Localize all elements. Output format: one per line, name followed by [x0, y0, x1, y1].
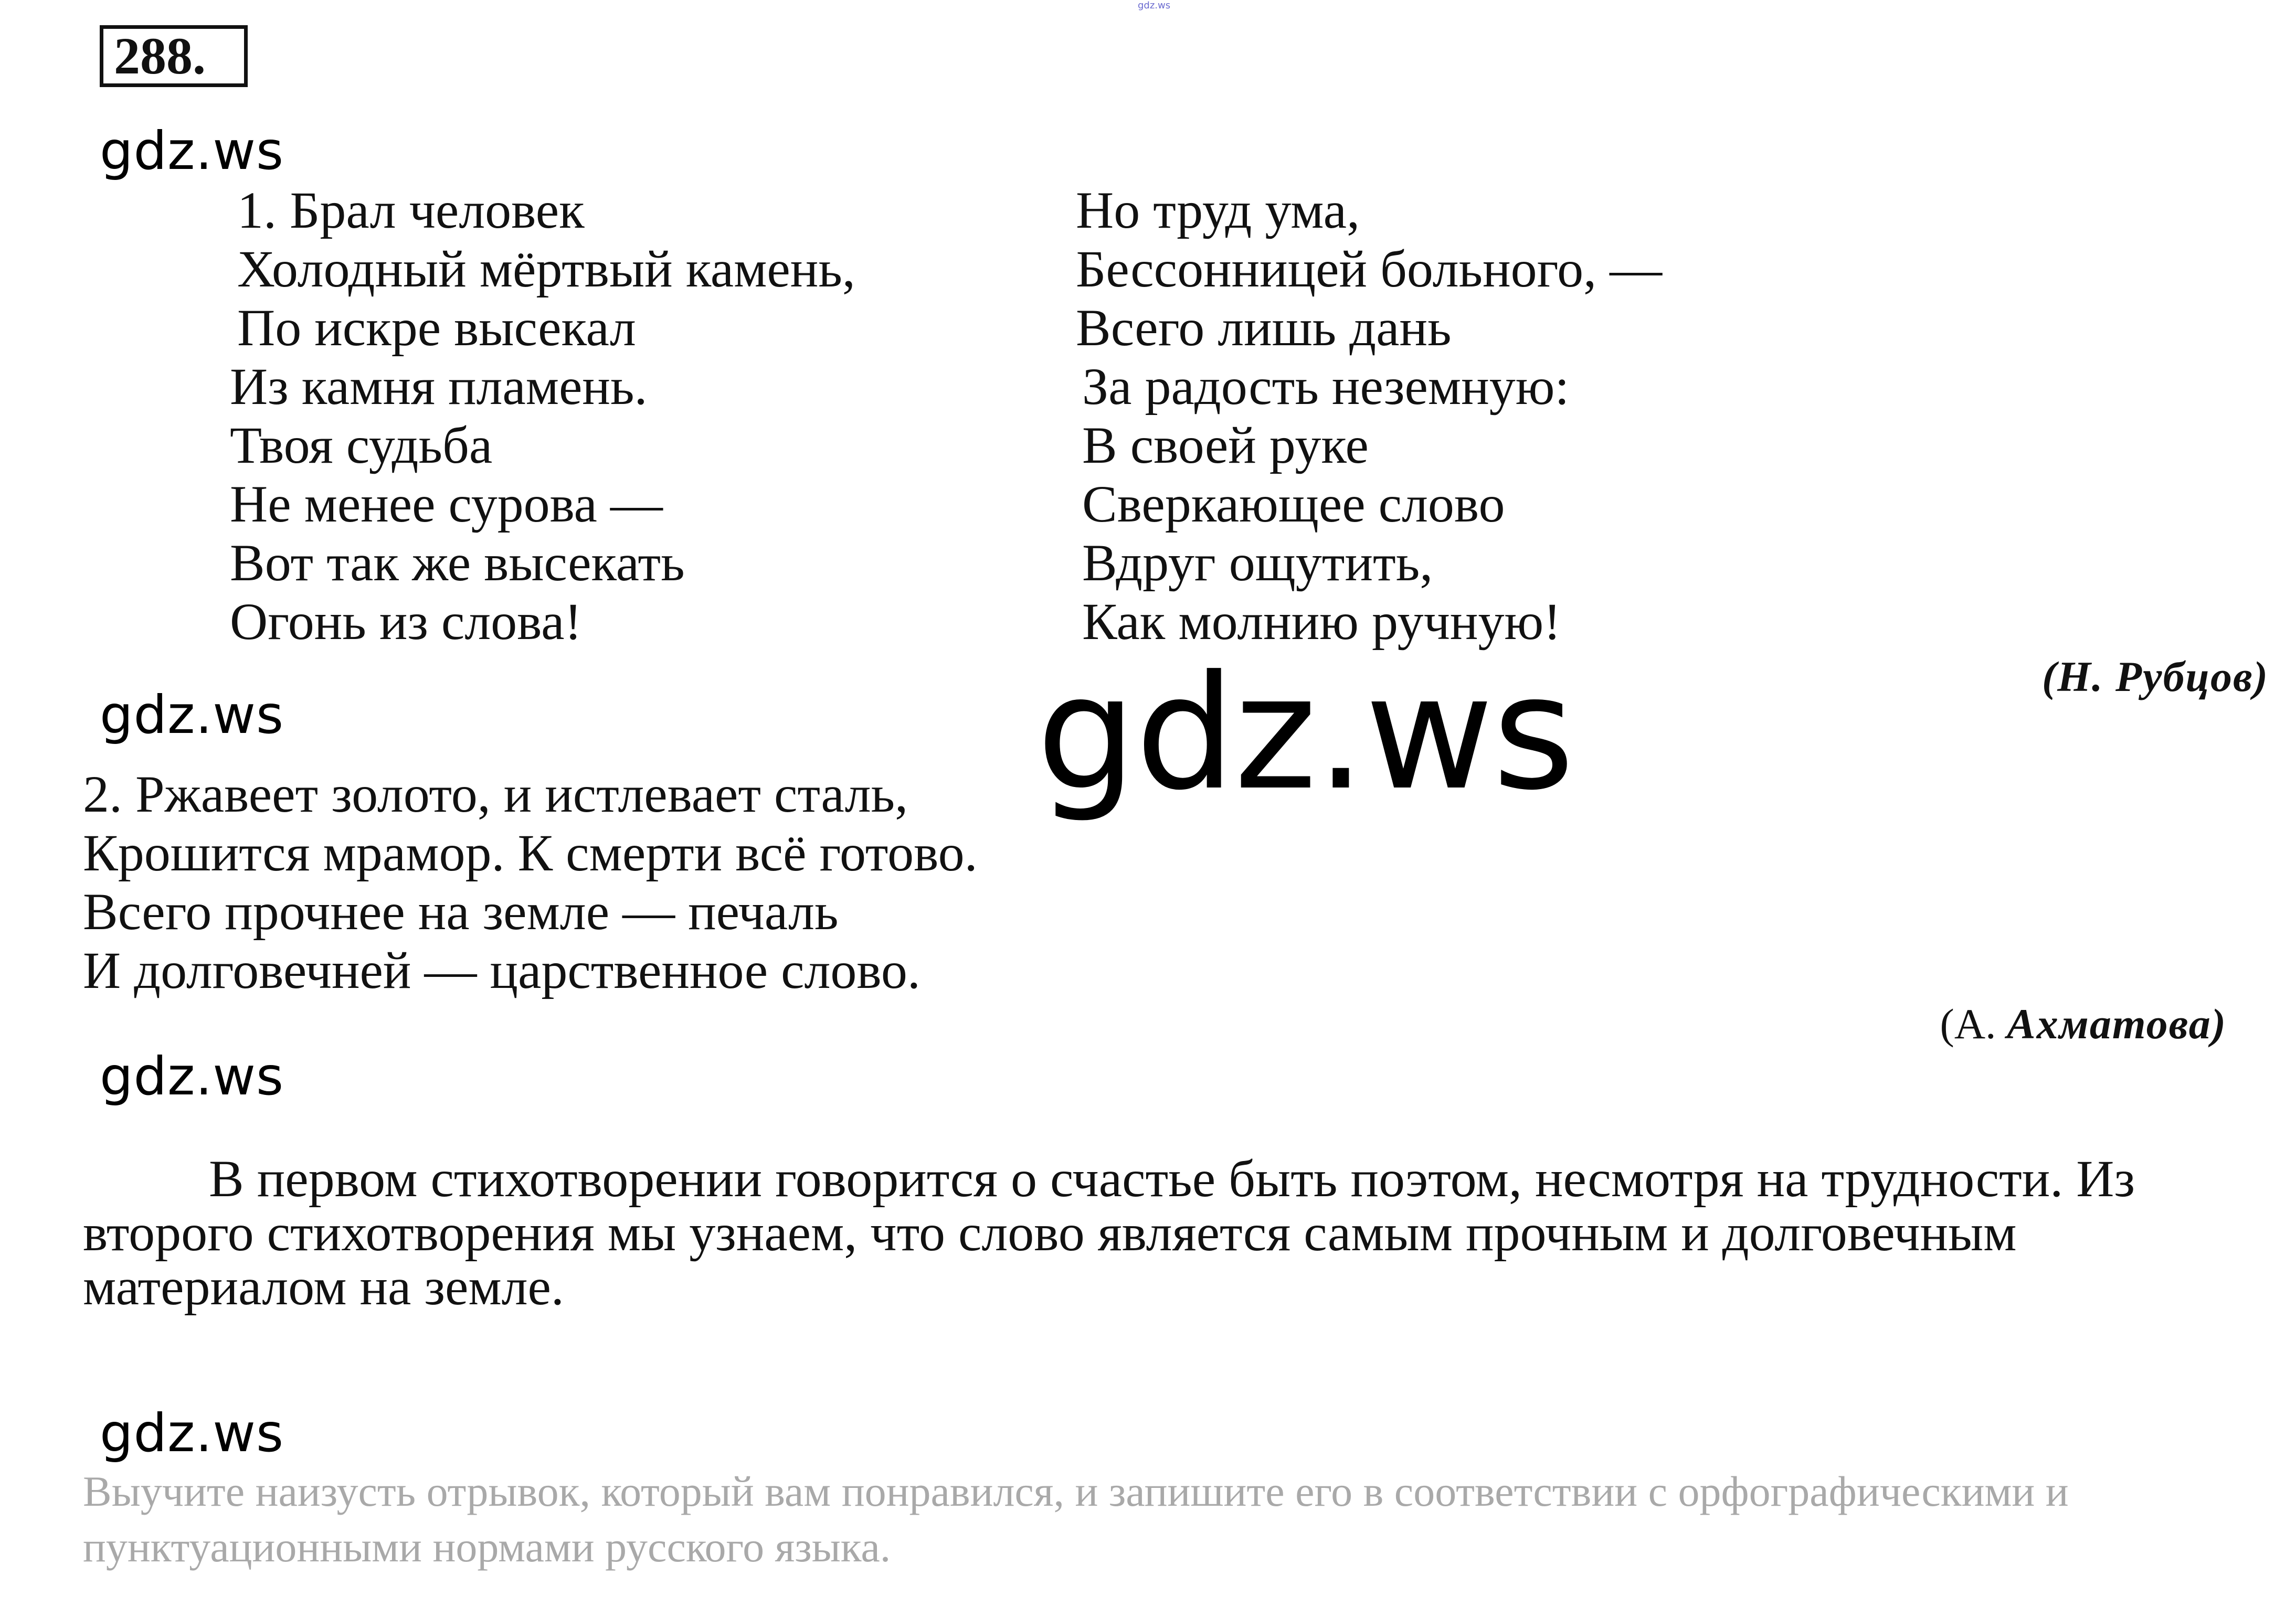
conclusion-paragraph: В первом стихотворении говорится о счастье быть поэтом, несмотря на трудности. Из второго стихотворения мы узнаем, что слово является самым прочным и долговечным материалом на земле. [83, 1150, 2135, 1316]
poem-line: Бессонницей больного, — [1076, 240, 1663, 298]
poem-line: Холодный мёртвый камень, [237, 240, 855, 298]
watermark-1: gdz.ws [100, 120, 284, 182]
poem-line: По искре высекал [237, 299, 636, 357]
poem-line: В своей руке [1082, 416, 1369, 474]
author-name: Н. Рубцов [2057, 653, 2253, 700]
author-name: Ахматова) [2007, 1000, 2227, 1048]
poem-line: 1. Брал человек [237, 181, 585, 239]
poem-line: Твоя судьба [230, 416, 493, 474]
poem-1-author [2042, 651, 2269, 703]
poem-line: Всего прочнее на земле — печаль [83, 882, 839, 941]
task-instruction: Выучите наизусть отрывок, который вам понравился, и запишите его в соответствии с орфографическими и пунктуационными нормами русского языка. [83, 1467, 2069, 1571]
poem-line: Как молнию ручную! [1082, 592, 1561, 651]
poem-line: Не менее сурова — [230, 475, 663, 533]
author-open-paren: ( [2041, 653, 2058, 700]
poem-line: За радость неземную: [1082, 357, 1570, 416]
poem-line: 2. Ржавеет золото, и истлевает сталь, [83, 765, 908, 823]
poem-line: Сверкающее слово [1082, 475, 1505, 533]
poem-line: И долговечней — царственное слово. [83, 941, 920, 999]
author-close-paren: ) [2253, 653, 2269, 700]
exercise-number: 288. [100, 25, 248, 87]
poem-2-author [1940, 998, 2227, 1050]
poem-line: Но труд ума, [1076, 181, 1360, 239]
watermark-4: gdz.ws [100, 1402, 284, 1464]
author-initial: (А. [1940, 1000, 1996, 1048]
poem-line: Всего лишь дань [1076, 299, 1452, 357]
top-watermark: gdz.ws [1138, 0, 1171, 11]
watermark-3: gdz.ws [100, 1046, 284, 1107]
poem-line: Вот так же высекать [230, 534, 685, 592]
watermark-big: gdz.ws [1036, 642, 1574, 825]
poem-line: Вдруг ощутить, [1082, 534, 1433, 592]
watermark-2: gdz.ws [100, 684, 284, 746]
poem-line: Крошится мрамор. К смерти всё готово. [83, 824, 978, 882]
poem-line: Из камня пламень. [230, 357, 648, 416]
poem-line: Огонь из слова! [230, 592, 582, 651]
